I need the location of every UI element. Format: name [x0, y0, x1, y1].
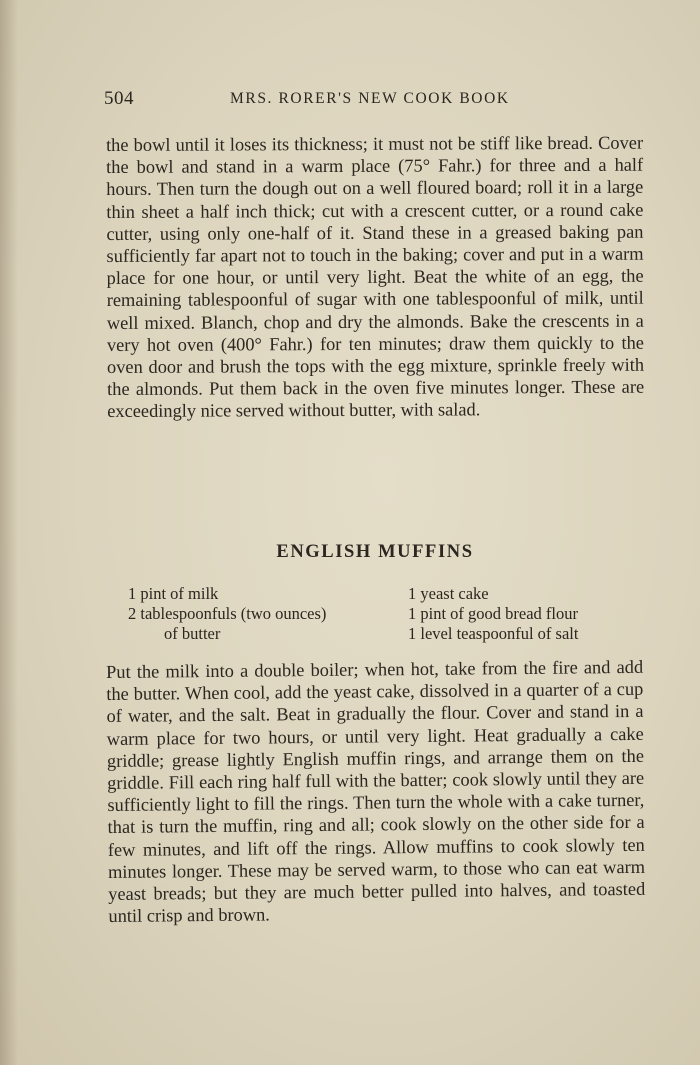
ingredient-item: 1 pint of milk	[128, 584, 219, 603]
ingredient-list	[128, 584, 638, 648]
recipe-title: ENGLISH MUFFINS	[276, 542, 474, 562]
continued-recipe-paragraph: the bowl until it loses its thickness; it must not be stiff like bread. Cover the bowl and stand in a warm place (75° Fahr.) for three and a half hours. Then turn the dough out on a well floured board; roll it in a large thin sheet a half inch thick; cut with a crescent cutter, or a round cake cutter, using only one-half of it. Stand these in a greased baking pan sufficiently far apart not to touch in the baking; cover and put in a warm place for one hour, or until very light. Beat the white of an egg, the remaining tablespoonful of sugar with one tablespoonful of milk, until well mixed. Blanch, chop and dry the almonds. Bake the crescents in a very hot oven (400° Fahr.) for ten minutes; draw them quickly to the oven door and brush the tops with the egg mixture, sprinkle freely with the almonds. Put them back in the oven five minutes longer. These are exceedingly nice served without butter, with salad.	[106, 132, 645, 422]
recipe-method-paragraph: Put the milk into a double boiler; when hot, take from the fire and add the butter. When cool, add the yeast cake, dissolved in a quarter of a cup of water, and the salt. Beat in gradually the flour. Cover and stand in a warm place for two hours, or until very light. Heat gradually a cake griddle; grease lightly English muffin rings, and arrange them on the griddle. Fill each ring half full with the batter; cook slowly until they are sufficiently light to fill the rings. Then turn the whole with a cake turner, that is turn the muffin, ring and all; cook slowly on the other side for a few minutes, and lift off the rings. Allow muffins to cook slowly ten minutes longer. These may be served warm, to those who can eat warm yeast breads; but they are much better pulled into halves, and toasted until crisp and brown.	[106, 656, 646, 927]
page-gutter-shadow	[0, 0, 18, 1065]
ingredient-item: of butter	[164, 624, 221, 644]
running-head	[104, 88, 644, 114]
page-number: 504	[104, 88, 134, 109]
ingredient-item: 1 level teaspoonful of salt	[408, 624, 579, 644]
ingredient-item: 1 yeast cake	[408, 584, 489, 603]
book-title: MRS. RORER'S NEW COOK BOOK	[230, 90, 510, 107]
ingredient-item: 1 pint of good bread flour	[408, 604, 579, 624]
ingredient-item: 2 tablespoonfuls (two ounces)	[128, 604, 327, 624]
ingredient-column-right	[408, 584, 638, 645]
ingredient-column-left	[128, 584, 398, 645]
